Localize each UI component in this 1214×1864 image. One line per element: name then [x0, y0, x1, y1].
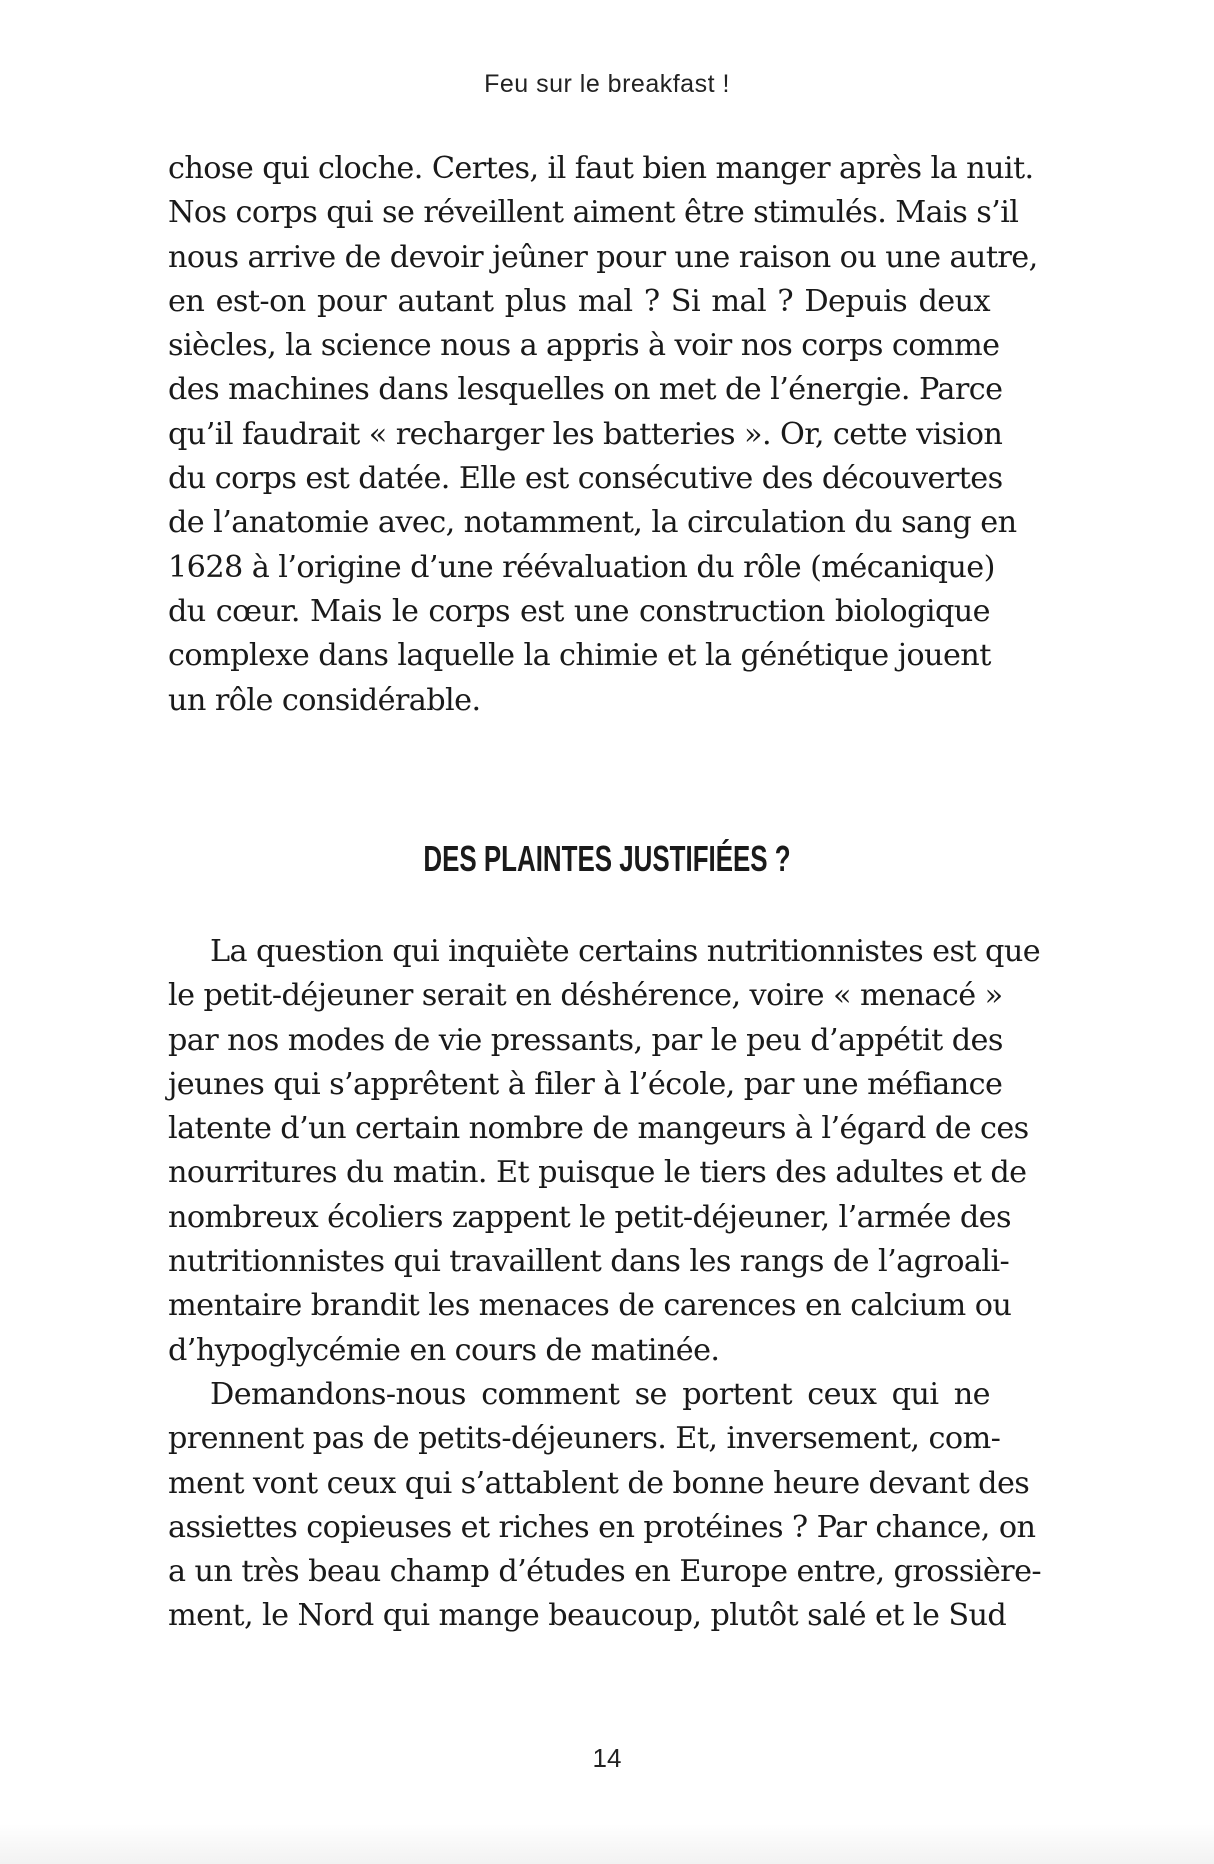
- text-line: du cœur. Mais le corps est une construction biologique: [168, 593, 990, 629]
- text-line: du corps est datée. Elle est consécutive des découvertes: [168, 461, 1003, 497]
- text-line: prennent pas de petits-déjeuners. Et, inversement, com-: [168, 1421, 1001, 1457]
- text-line: ment vont ceux qui s’attablent de bonne heure devant des: [168, 1465, 1030, 1501]
- text-line: de l’anatomie avec, notamment, la circulation du sang en: [168, 505, 1017, 541]
- text-line: qu’il faudrait « recharger les batteries ». Or, cette vision: [168, 416, 1003, 452]
- text-line: La question qui inquiète certains nutritionnistes est que: [210, 934, 1041, 969]
- text-line: nourritures du matin. Et puisque le tiers des adultes et de: [168, 1155, 1027, 1191]
- text-line: siècles, la science nous a appris à voir nos corps comme: [168, 328, 1000, 364]
- text-line: ment, le Nord qui mange beaucoup, plutôt salé et le Sud: [168, 1598, 1007, 1634]
- text-line: nous arrive de devoir jeûner pour une raison ou une autre,: [168, 239, 1038, 275]
- paragraph-1: [168, 930, 1041, 1373]
- text-line: d’hypoglycémie en cours de matinée.: [168, 1332, 720, 1368]
- page-edge-shadow: [0, 1824, 1214, 1864]
- page-number: 14: [592, 1743, 622, 1773]
- text-line: 1628 à l’origine d’une réévaluation du rôle (mécanique): [168, 549, 995, 585]
- text-line: nutritionnistes qui travaillent dans les rangs de l’agroali-: [168, 1244, 1010, 1280]
- text-line: des machines dans lesquelles on met de l’énergie. Parce: [168, 372, 1003, 408]
- text-line: complexe dans laquelle la chimie et la génétique jouent: [168, 638, 991, 674]
- text-line: mentaire brandit les menaces de carences en calcium ou: [168, 1288, 1012, 1324]
- text-line: nombreux écoliers zappent le petit-déjeuner, l’armée des: [168, 1199, 1011, 1235]
- paragraph-continued: [168, 147, 1038, 723]
- text-line: par nos modes de vie pressants, par le peu d’appétit des: [168, 1022, 1003, 1058]
- running-head: Feu sur le breakfast !: [484, 70, 730, 98]
- section-heading: DES PLAINTES JUSTIFIÉES ?: [423, 838, 791, 879]
- text-line: chose qui cloche. Certes, il faut bien manger après la nuit.: [168, 151, 1034, 186]
- text-line: a un très beau champ d’études en Europe entre, grossière-: [168, 1554, 1042, 1590]
- text-line: jeunes qui s’apprêtent à filer à l’école, par une méfiance: [168, 1066, 1003, 1102]
- text-line: le petit-déjeuner serait en déshérence, voire « menacé »: [168, 978, 1003, 1014]
- text-line: un rôle considérable.: [168, 682, 481, 718]
- paragraph-2: [168, 1373, 1042, 1639]
- text-line: assiettes copieuses et riches en protéines ? Par chance, on: [168, 1509, 1036, 1545]
- text-line: latente d’un certain nombre de mangeurs à l’égard de ces: [168, 1111, 1029, 1147]
- text-line: en est-on pour autant plus mal ? Si mal ? Depuis deux: [168, 283, 990, 319]
- text-line: Nos corps qui se réveillent aiment être stimulés. Mais s’il: [168, 195, 1019, 231]
- text-line: Demandons-nous comment se portent ceux qui ne: [210, 1377, 990, 1412]
